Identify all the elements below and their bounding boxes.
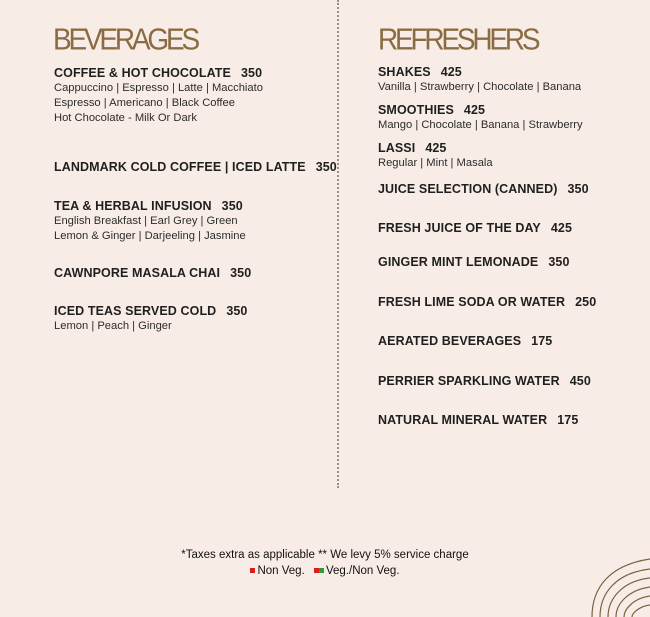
item-description: Espresso | Americano | Black Coffee [54,97,235,109]
menu-item-landmark-cold-coffee [54,160,337,175]
menu-item-lassi [378,141,493,171]
item-description: Lemon | Peach | Ginger [54,320,172,332]
item-name: LASSI [378,141,416,155]
diet-legend [0,565,650,577]
beverages-heading: BEVERAGES [53,22,197,57]
menu-item-juice-selection [378,182,589,197]
menu-item-natural-mineral-water [378,413,578,428]
decorative-contour-icon [590,547,650,617]
item-name: FRESH LIME SODA OR WATER [378,295,566,309]
menu-item-shakes [378,65,581,95]
item-price: 425 [440,65,462,79]
column-divider [337,0,339,488]
menu-item-coffee-hot-chocolate [54,66,263,126]
menu-item-fresh-juice [378,221,572,236]
item-name: LANDMARK COLD COFFEE | ICED LATTE [54,160,306,174]
item-price: 175 [531,334,553,348]
item-description: Mango | Chocolate | Banana | Strawberry [378,119,583,131]
refreshers-heading: REFRESHERS [378,22,538,57]
menu-item-tea-herbal-infusion [54,199,246,244]
item-name: COFFEE & HOT CHOCOLATE [54,66,231,80]
item-name: CAWNPORE MASALA CHAI [54,266,221,280]
item-price: 425 [463,103,486,117]
menu-item-aerated-beverages [378,334,552,349]
item-price: 350 [226,304,248,318]
item-name: ICED TEAS SERVED COLD [54,304,217,318]
item-name: PERRIER SPARKLING WATER [378,374,560,388]
item-name: NATURAL MINERAL WATER [378,413,548,427]
item-name: JUICE SELECTION (CANNED) [378,182,558,196]
item-price: 450 [569,374,591,388]
item-name: AERATED BEVERAGES [378,334,522,348]
item-price: 350 [240,66,263,80]
veg-non-veg-label: Veg./Non Veg. [325,565,400,577]
item-price: 250 [575,295,597,309]
menu-item-iced-teas [54,304,247,334]
menu-item-smoothies [378,103,583,133]
item-price: 350 [230,266,252,280]
taxes-note: *Taxes extra as applicable ** We levy 5% service charge [181,549,469,561]
item-name: GINGER MINT LEMONADE [378,255,539,269]
item-description: Vanilla | Strawberry | Chocolate | Banana [378,81,582,93]
non-veg-label: Non Veg. [257,565,305,577]
menu-item-fresh-lime-soda [378,295,596,310]
menu-item-cawnpore-masala-chai [54,266,251,281]
item-name: SMOOTHIES [378,103,454,117]
veg-indicator-icon [319,568,324,573]
menu-item-ginger-mint-lemonade [378,255,570,270]
menu-item-perrier [378,374,591,389]
item-price: 425 [550,221,573,235]
item-description: Cappuccino | Espresso | Latte | Macchiato [54,82,263,94]
non-veg-indicator-icon [250,568,255,573]
item-price: 350 [315,160,337,174]
item-description: English Breakfast | Earl Grey | Green [54,215,238,227]
item-name: TEA & HERBAL INFUSION [54,199,212,213]
item-price: 425 [425,141,447,155]
item-description: Regular | Mint | Masala [378,157,493,169]
item-price: 175 [557,413,579,427]
item-name: SHAKES [378,65,431,79]
item-price: 350 [221,199,243,213]
item-description: Lemon & Ginger | Darjeeling | Jasmine [54,230,246,242]
item-price: 350 [567,182,589,196]
item-price: 350 [548,255,570,269]
item-name: FRESH JUICE OF THE DAY [378,221,541,235]
item-description: Hot Chocolate - Milk Or Dark [54,112,197,124]
